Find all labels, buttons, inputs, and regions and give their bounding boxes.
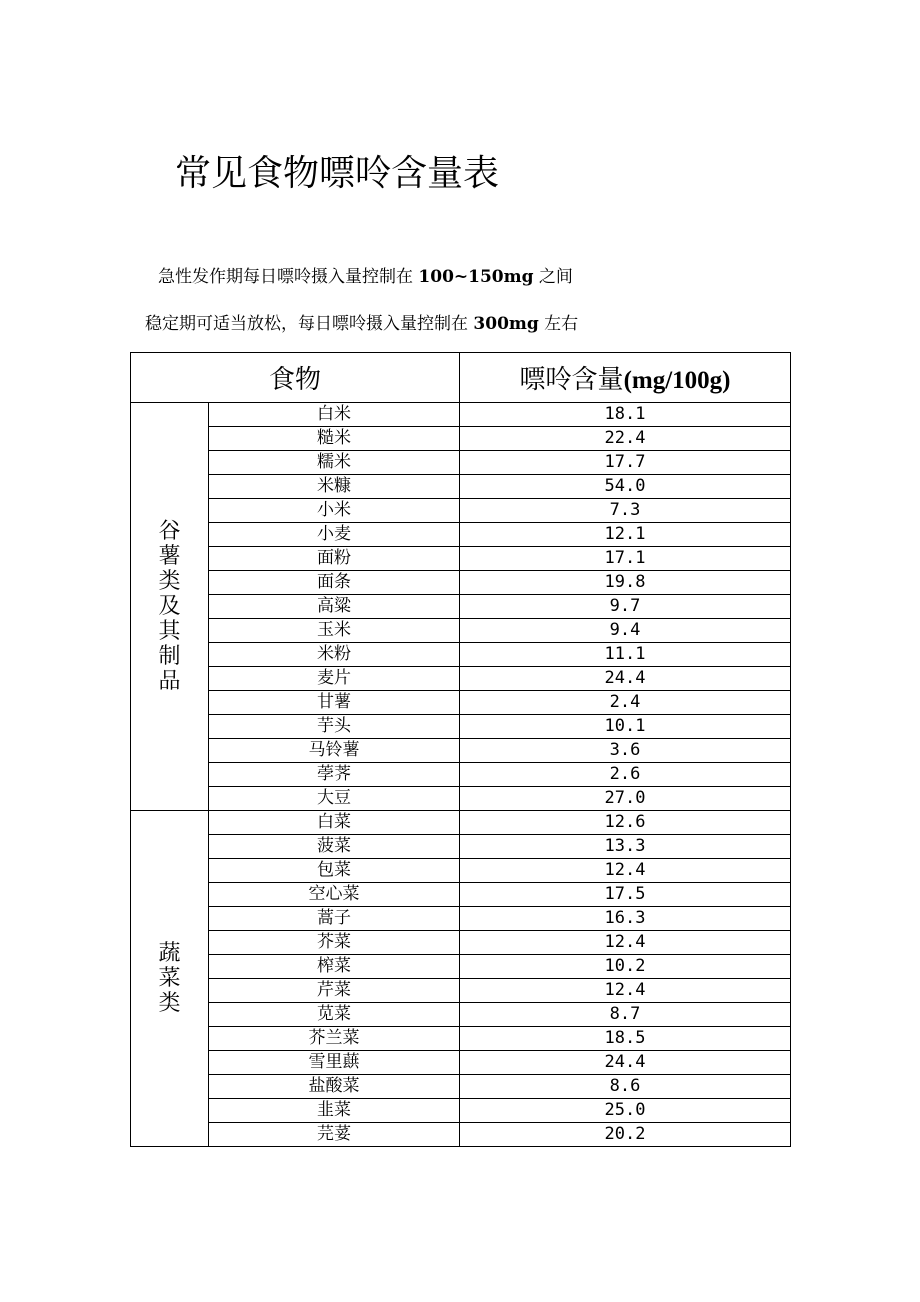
acute-note-suffix: 之间 [533,267,573,287]
purine-value-cell: 25.0 [460,1099,791,1123]
stable-note-suffix: 左右 [538,314,579,334]
purine-value-cell: 2.6 [460,763,791,787]
food-name-cell: 荸荠 [209,763,460,787]
food-name-cell: 白米 [209,403,460,427]
category-label: 谷薯类及其制品 [158,519,181,694]
stable-note-prefix: 稳定期可适当放松，每日嘌呤摄入量控制在 [145,314,474,334]
table-header-row [131,353,791,403]
food-name-cell: 菠菜 [209,835,460,859]
acute-note-prefix: 急性发作期每日嘌呤摄入量控制在 [158,267,419,287]
table-row [131,403,791,427]
purine-value-cell: 22.4 [460,427,791,451]
food-name-cell: 雪里蕻 [209,1051,460,1075]
purine-value-cell: 17.5 [460,883,791,907]
food-name-cell: 马铃薯 [209,739,460,763]
table-row [131,451,791,475]
food-name-cell: 空心菜 [209,883,460,907]
header-content-unit: (mg/100g) [623,367,731,394]
table-row [131,931,791,955]
purine-value-cell: 18.5 [460,1027,791,1051]
page-title: 常见食物嘌呤含量表 [175,153,500,194]
food-name-cell: 面粉 [209,547,460,571]
table-row [131,691,791,715]
purine-value-cell: 12.4 [460,859,791,883]
food-name-cell: 苋菜 [209,1003,460,1027]
table-row [131,979,791,1003]
table-row [131,715,791,739]
table-row [131,667,791,691]
table-row [131,523,791,547]
purine-value-cell: 17.1 [460,547,791,571]
food-name-cell: 米糠 [209,475,460,499]
food-name-cell: 小麦 [209,523,460,547]
food-name-cell: 包菜 [209,859,460,883]
header-content-label: 嘌呤含量 [519,365,624,395]
table-row [131,859,791,883]
table-row [131,427,791,451]
purine-value-cell: 13.3 [460,835,791,859]
food-name-cell: 芋头 [209,715,460,739]
table-row [131,643,791,667]
food-name-cell: 榨菜 [209,955,460,979]
food-name-cell: 甘薯 [209,691,460,715]
category-cell [131,403,209,811]
header-food: 食物 [131,353,460,403]
purine-value-cell: 9.7 [460,595,791,619]
category-cell [131,811,209,1147]
table-row [131,1051,791,1075]
food-name-cell: 韭菜 [209,1099,460,1123]
purine-value-cell: 7.3 [460,499,791,523]
table-row [131,619,791,643]
table-row [131,1027,791,1051]
purine-value-cell: 27.0 [460,787,791,811]
food-name-cell: 糙米 [209,427,460,451]
table-row [131,835,791,859]
purine-value-cell: 10.1 [460,715,791,739]
food-name-cell: 糯米 [209,451,460,475]
purine-value-cell: 8.7 [460,1003,791,1027]
table-row [131,883,791,907]
food-name-cell: 芥菜 [209,931,460,955]
purine-value-cell: 9.4 [460,619,791,643]
food-name-cell: 高粱 [209,595,460,619]
stable-note-value: 300mg [473,314,539,334]
table-body [131,403,791,1147]
purine-value-cell: 18.1 [460,403,791,427]
purine-value-cell: 54.0 [460,475,791,499]
stable-phase-note [145,309,578,334]
table-row [131,1123,791,1147]
food-name-cell: 面条 [209,571,460,595]
food-name-cell: 芹菜 [209,979,460,1003]
food-name-cell: 盐酸菜 [209,1075,460,1099]
category-label: 蔬菜类 [158,941,181,1016]
table-row [131,739,791,763]
purine-value-cell: 10.2 [460,955,791,979]
table-row [131,571,791,595]
food-name-cell: 白菜 [209,811,460,835]
purine-value-cell: 12.4 [460,979,791,1003]
purine-value-cell: 12.1 [460,523,791,547]
table-row [131,787,791,811]
table-row [131,811,791,835]
purine-value-cell: 12.6 [460,811,791,835]
purine-value-cell: 11.1 [460,643,791,667]
food-name-cell: 米粉 [209,643,460,667]
table-row [131,475,791,499]
purine-value-cell: 16.3 [460,907,791,931]
food-name-cell: 麦片 [209,667,460,691]
purine-value-cell: 8.6 [460,1075,791,1099]
food-name-cell: 大豆 [209,787,460,811]
purine-value-cell: 17.7 [460,451,791,475]
food-name-cell: 芫荽 [209,1123,460,1147]
purine-value-cell: 19.8 [460,571,791,595]
acute-phase-note [158,262,573,287]
table-row [131,955,791,979]
food-name-cell: 蒿子 [209,907,460,931]
table-row [131,499,791,523]
purine-value-cell: 24.4 [460,667,791,691]
table-row [131,547,791,571]
header-purine-content [460,353,791,403]
table-row [131,763,791,787]
table-row [131,1075,791,1099]
food-name-cell: 玉米 [209,619,460,643]
purine-value-cell: 24.4 [460,1051,791,1075]
purine-value-cell: 2.4 [460,691,791,715]
purine-value-cell: 12.4 [460,931,791,955]
purine-value-cell: 3.6 [460,739,791,763]
food-name-cell: 芥兰菜 [209,1027,460,1051]
table-row [131,595,791,619]
table-row [131,1099,791,1123]
purine-table [130,352,791,1147]
acute-note-value: 100~150mg [418,267,534,287]
food-name-cell: 小米 [209,499,460,523]
purine-value-cell: 20.2 [460,1123,791,1147]
table-row [131,1003,791,1027]
table-row [131,907,791,931]
